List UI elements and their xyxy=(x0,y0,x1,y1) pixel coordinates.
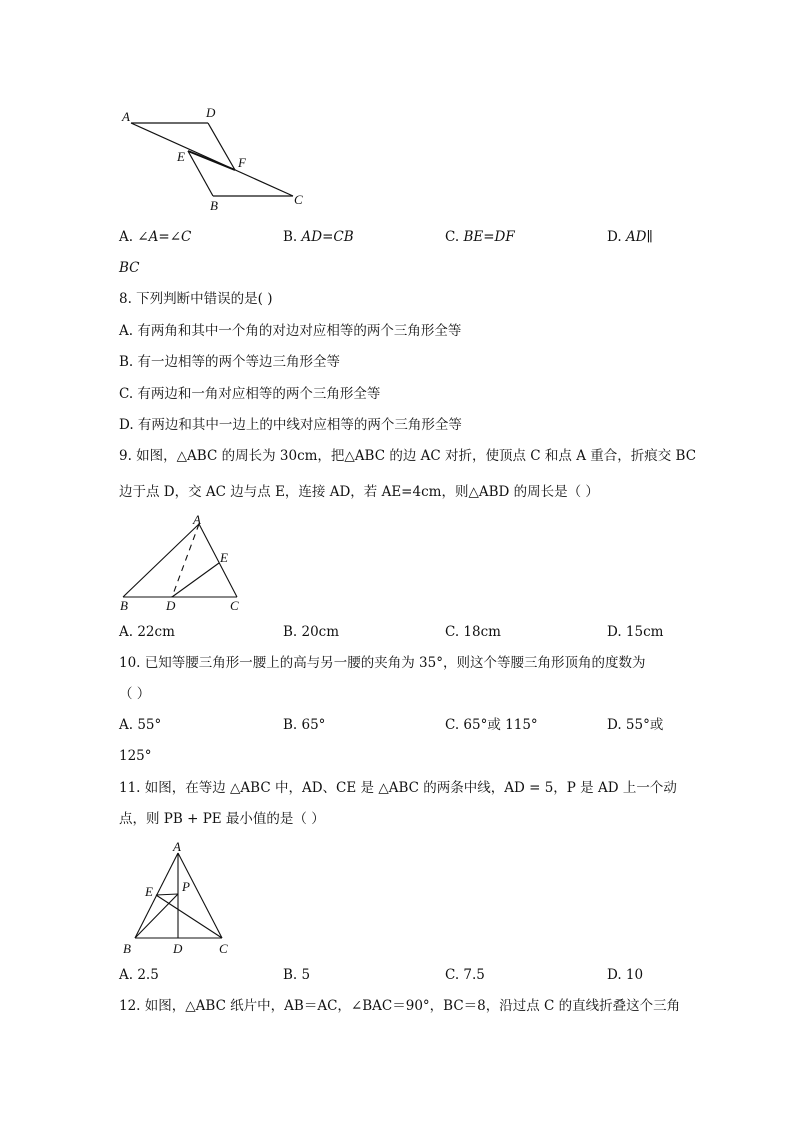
q7-option-d-wrap: BC xyxy=(119,260,140,276)
q11-label-b: B xyxy=(123,941,131,956)
q8-stem: 8. 下列判断中错误的是( ) xyxy=(119,291,273,307)
q11-stem-line1: 11. 如图，在等边 △ABC 中，AD、CE 是 △ABC 的两条中线，AD = 5，P 是 AD 上一个动 xyxy=(119,780,677,796)
q7-option-c: C. BE=DF xyxy=(445,229,515,245)
q10-option-c: C. 65°或 115° xyxy=(445,717,538,733)
q9-option-a: A. 22cm xyxy=(119,624,175,640)
q11-label-a: A xyxy=(173,839,181,854)
q10-option-d: D. 55°或 xyxy=(607,717,664,733)
q7-option-b: B. AD=CB xyxy=(283,229,354,245)
q7-label-a: A xyxy=(122,109,130,124)
q11-label-c: C xyxy=(219,941,228,956)
q9-figure xyxy=(115,512,250,614)
q9-label-e: E xyxy=(220,550,228,565)
q11-option-c: C. 7.5 xyxy=(445,967,485,983)
q10-stem-line2: （ ） xyxy=(119,686,151,702)
q11-figure xyxy=(115,837,240,959)
q11-label-e: E xyxy=(145,884,153,899)
q7-figure xyxy=(115,100,315,215)
q9-option-b: B. 20cm xyxy=(283,624,340,640)
q10-option-b: B. 65° xyxy=(283,717,326,733)
q11-option-d: D. 10 xyxy=(607,967,644,983)
q9-label-b: B xyxy=(120,598,128,613)
q11-label-d: D xyxy=(173,941,183,956)
q9-label-c: C xyxy=(230,598,239,613)
q11-option-a: A. 2.5 xyxy=(119,967,159,983)
q8-option-a: A. 有两角和其中一个角的对边对应相等的两个三角形全等 xyxy=(119,323,462,339)
q9-stem-line1: 9. 如图，△ABC 的周长为 30cm，把△ABC 的边 AC 对折，使顶点 C 和点 A 重合，折痕交 BC xyxy=(119,448,697,464)
q8-option-c: C. 有两边和一角对应相等的两个三角形全等 xyxy=(119,386,381,402)
q7-option-a: A. ∠A=∠C xyxy=(119,229,192,245)
q11-label-p: P xyxy=(182,879,190,894)
q10-option-d-wrap: 125° xyxy=(119,748,152,764)
q7-label-e: E xyxy=(177,149,185,164)
q11-stem-line2: 点，则 PB + PE 最小值的是（ ） xyxy=(119,811,325,827)
q9-label-d: D xyxy=(166,598,176,613)
q9-option-d: D. 15cm xyxy=(607,624,664,640)
q10-option-a: A. 55° xyxy=(119,717,162,733)
q7-option-d: D. AD∥ xyxy=(607,229,653,245)
q9-option-c: C. 18cm xyxy=(445,624,501,640)
q9-stem-line2: 边于点 D，交 AC 边与点 E，连接 AD，若 AE=4cm，则△ABD 的周长是（ ） xyxy=(119,484,599,500)
q10-stem-line1: 10. 已知等腰三角形一腰上的高与另一腰的夹角为 35°，则这个等腰三角形顶角的度数为 xyxy=(119,655,646,671)
q7-label-c: C xyxy=(294,192,303,207)
q7-label-f: F xyxy=(238,155,246,170)
q11-option-b: B. 5 xyxy=(283,967,311,983)
q9-label-a: A xyxy=(193,512,201,527)
q7-label-d: D xyxy=(206,105,216,120)
q8-option-b: B. 有一边相等的两个等边三角形全等 xyxy=(119,354,341,370)
q7-label-b: B xyxy=(210,198,218,213)
q12-stem-line1: 12. 如图，△ABC 纸片中，AB＝AC，∠BAC＝90°，BC＝8，沿过点 C 的直线折叠这个三角 xyxy=(119,998,681,1014)
q8-option-d: D. 有两边和其中一边上的中线对应相等的两个三角形全等 xyxy=(119,417,462,433)
